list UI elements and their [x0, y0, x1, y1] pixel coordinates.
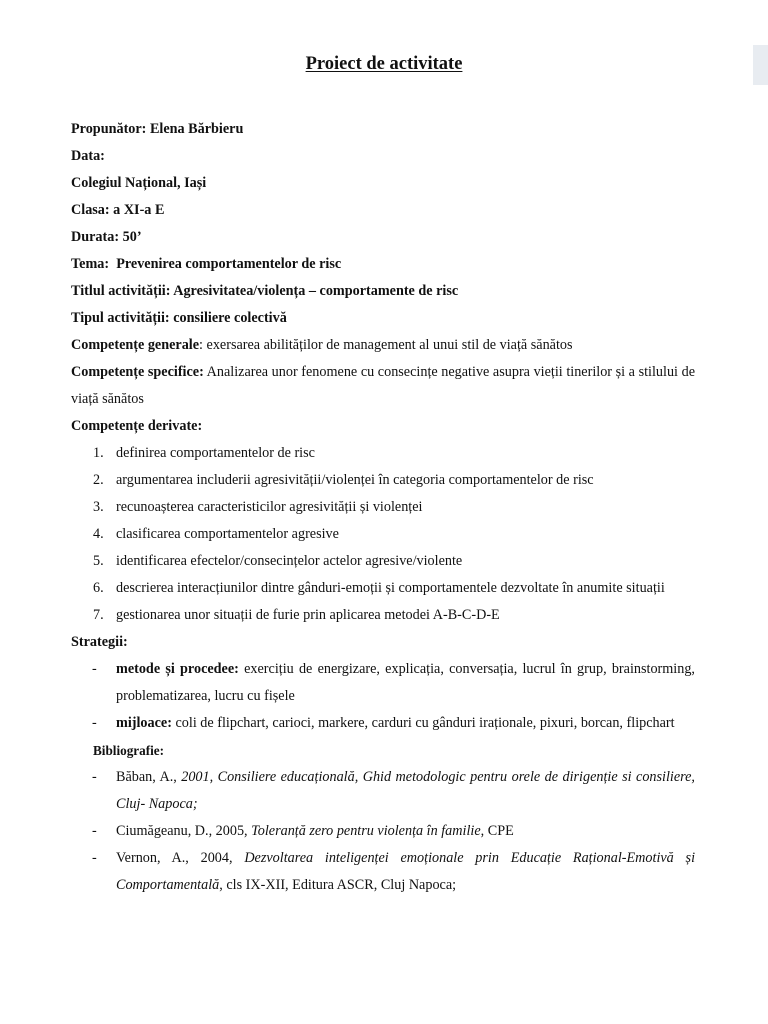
item-number: 4. — [93, 526, 104, 542]
class-label: Clasa: — [71, 202, 110, 218]
date-label: Data: — [71, 148, 105, 164]
duration-value: 50’ — [122, 229, 142, 245]
bib-title: 2001, Consiliere educațională, Ghid metodologic pentru orele de dirigenție si consiliere, Cluj- Napoca; — [116, 769, 695, 812]
item-number: 2. — [93, 472, 104, 488]
list-dash: - — [92, 769, 97, 785]
proponent-line — [71, 116, 695, 143]
specific-competences-value: Analizarea unor fenomene cu consecințe negative asupra vieții tinerilor și a stilului de viață sănătos — [71, 364, 695, 407]
list-item — [71, 440, 695, 467]
item-text: descrierea interacțiunilor dintre gânduri-emoții și comportamentele dezvoltate în anumite situații — [116, 580, 665, 596]
theme-value: Prevenirea comportamentelor de risc — [116, 256, 342, 272]
duration-label: Durata: — [71, 229, 120, 245]
strategies-list — [71, 656, 695, 737]
activity-title-line — [71, 278, 695, 305]
derived-competences-label: Competențe derivate: — [71, 418, 203, 434]
list-item — [71, 818, 695, 845]
class-value: a XI-a E — [113, 202, 165, 218]
school-name: Colegiul Național, Iași — [71, 175, 207, 191]
page-title: Proiect de activitate — [305, 54, 463, 74]
list-item — [71, 845, 695, 899]
specific-competences-line — [71, 359, 695, 413]
item-text: argumentarea includerii agresivității/violenței în categoria comportamentelor de risc — [116, 472, 594, 488]
list-item — [71, 467, 695, 494]
item-text: recunoașterea caracteristicilor agresivității și violenței — [116, 499, 423, 515]
document-body — [71, 116, 695, 899]
class-line — [71, 197, 695, 224]
bib-title: Dezvoltarea inteligenței emoționale prin Educație Rațional-Emotivă și Comportamentală — [116, 850, 696, 893]
activity-type-value: consiliere colectivă — [173, 310, 287, 326]
item-text: identificarea efectelor/consecințelor actelor agresive/violente — [116, 553, 463, 569]
bib-text-end: , cls IX-XII, Editura ASCR, Cluj Napoca; — [219, 877, 457, 893]
activity-type-line — [71, 305, 695, 332]
item-text: gestionarea unor situații de furie prin aplicarea metodei A-B-C-D-E — [116, 607, 500, 623]
item-text: clasificarea comportamentelor agresive — [116, 526, 339, 542]
proponent-value: Elena Bărbieru — [149, 121, 244, 137]
bib-text: Băban, A., — [116, 769, 177, 785]
strategy-text: coli de flipchart, carioci, markere, carduri cu gânduri iraționale, pixuri, borcan, flipchart — [175, 715, 675, 731]
item-number: 6. — [93, 580, 104, 596]
list-item — [71, 602, 695, 629]
school-line — [71, 170, 695, 197]
list-item — [71, 521, 695, 548]
activity-title-label: Titlul activității: — [71, 283, 171, 299]
bibliography-label: Bibliografie: — [93, 743, 165, 758]
item-number: 1. — [93, 445, 104, 461]
strategies-label: Strategii: — [71, 634, 128, 650]
list-item — [71, 575, 695, 602]
theme-line — [71, 251, 695, 278]
item-text: definirea comportamentelor de risc — [116, 445, 315, 461]
specific-competences-label: Competențe specifice: — [71, 364, 204, 380]
list-dash: - — [92, 661, 97, 677]
bib-text: Vernon, A., 2004, — [116, 850, 245, 866]
list-dash: - — [92, 850, 97, 866]
list-item — [71, 656, 695, 710]
duration-line — [71, 224, 695, 251]
general-competences-label: Competențe generale — [71, 337, 200, 353]
activity-type-label: Tipul activității: — [71, 310, 170, 326]
list-item — [71, 710, 695, 737]
general-competences-line — [71, 332, 695, 359]
strategy-label: metode și procedee: — [116, 661, 239, 677]
bib-text: Ciumăgeanu, D., 2005, — [116, 823, 252, 839]
activity-title-value: Agresivitatea/violența – comportamente de risc — [173, 283, 459, 299]
list-item — [71, 764, 695, 818]
strategy-label: mijloace: — [116, 715, 172, 731]
item-number: 7. — [93, 607, 104, 623]
date-line — [71, 143, 695, 170]
list-item — [71, 494, 695, 521]
bibliography-list — [71, 764, 695, 899]
list-dash: - — [92, 715, 97, 731]
bib-text-end: , CPE — [480, 823, 514, 839]
theme-label: Tema: — [71, 256, 110, 272]
item-number: 3. — [93, 499, 104, 515]
derived-competences-list — [71, 440, 695, 629]
strategy-text: exercițiu de energizare, explicația, conversația, lucrul în grup, brainstorming, problematizarea, lucru cu fișele — [116, 661, 695, 704]
list-item — [71, 548, 695, 575]
proponent-label: Propunător: — [71, 121, 147, 137]
item-number: 5. — [93, 553, 104, 569]
bib-title: Toleranță zero pentru violența în familie — [251, 823, 481, 839]
general-competences-value: : exersarea abilităților de management al unui stil de viață sănătos — [199, 337, 573, 353]
list-dash: - — [92, 823, 97, 839]
